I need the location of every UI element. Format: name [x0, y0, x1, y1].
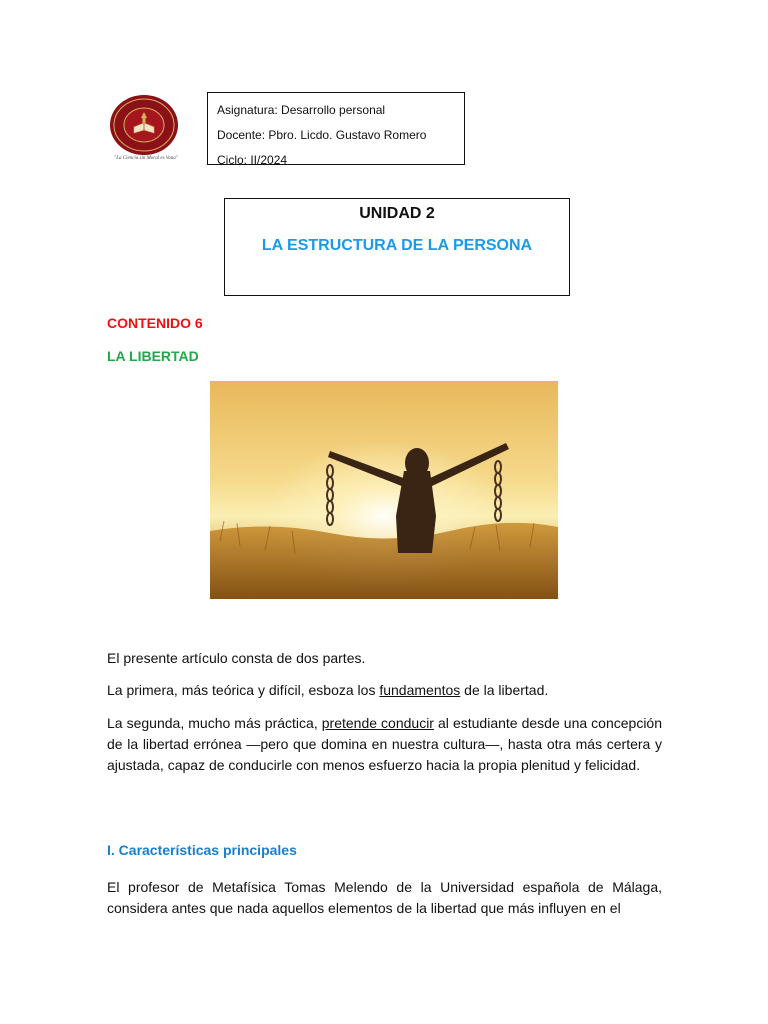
- paragraph-intro: El presente artículo consta de dos partes.: [107, 650, 366, 666]
- underlined-term: pretende conducir: [321, 715, 434, 731]
- teacher-line: Docente: Pbro. Licdo. Gustavo Romero: [217, 128, 427, 142]
- paragraph-text: La primera, más teórica y difícil, esboza los: [107, 682, 380, 698]
- cycle-line: Ciclo: II/2024: [217, 153, 288, 167]
- paragraph-first-part: [107, 680, 662, 701]
- content-label: CONTENIDO 6: [107, 315, 203, 331]
- underlined-term: fundamentos: [379, 682, 461, 698]
- seal-motto: "La Ciencia sin Moral es Vana": [114, 156, 178, 161]
- section-heading: I. Características principales: [107, 842, 297, 858]
- freedom-photo: [210, 381, 558, 599]
- paragraph-text: de la libertad.: [460, 682, 549, 698]
- unit-number: UNIDAD 2: [359, 205, 435, 222]
- course-info-box: [207, 92, 465, 165]
- unit-title-box: [224, 198, 570, 296]
- university-seal-icon: [108, 94, 180, 156]
- paragraph-text: al estudiante desde una concepción de la libertad errónea —pero que domina en nuestra cultura—, hasta otra más certera y ajustada, capaz de conducirle con menos esfuerzo hacia la propia plenitud y felicidad.: [107, 715, 663, 773]
- unit-title: LA ESTRUCTURA DE LA PERSONA: [261, 237, 533, 254]
- paragraph-second-part: [107, 713, 662, 776]
- topic-heading: LA LIBERTAD: [107, 348, 199, 364]
- subject-line: Asignatura: Desarrollo personal: [217, 103, 386, 117]
- paragraph-text: La segunda, mucho más práctica,: [107, 715, 322, 731]
- paragraph-characteristics: El profesor de Metafísica Tomas Melendo de la Universidad española de Málaga, considera antes que nada aquellos elementos de la libertad que más influyen en el: [107, 879, 662, 916]
